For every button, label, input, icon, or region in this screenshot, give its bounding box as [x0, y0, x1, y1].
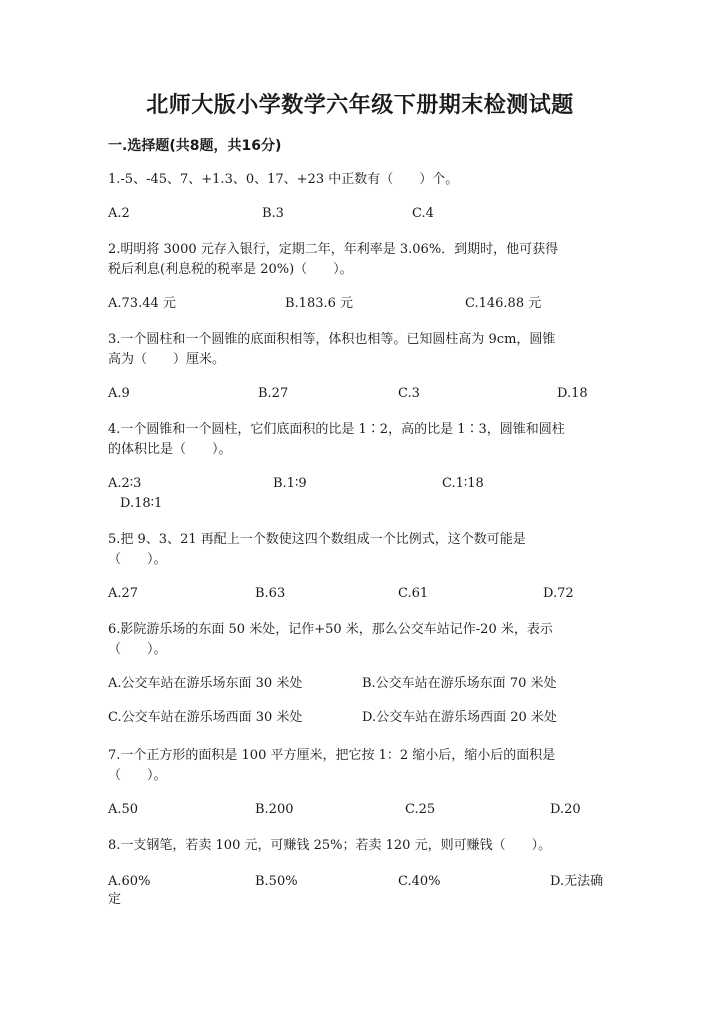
question-4-option-b: B.1∶9 — [273, 476, 307, 491]
question-6-text-line-2: （ ）。 — [108, 642, 167, 657]
question-1-option-c: C.4 — [412, 206, 434, 221]
question-2-text-line-2: 税后利息(利息税的税率是 20%)（ ）。 — [108, 262, 353, 277]
question-2-text-line-1: 2.明明将 3000 元存入银行，定期二年，年利率是 3.06%．到期时，他可获得 — [108, 242, 559, 257]
question-2-option-a: A.73.44 元 — [108, 296, 176, 311]
question-7-text-line-1: 7.一个正方形的面积是 100 平方厘米，把它按 1：2 缩小后，缩小后的面积是 — [108, 748, 556, 763]
section-heading: 一.选择题(共8题，共16分) — [108, 138, 282, 154]
question-5-option-d: D.72 — [543, 586, 574, 601]
question-3-option-b: B.27 — [258, 386, 289, 401]
question-5-option-c: C.61 — [398, 586, 429, 601]
question-7-option-c: C.25 — [405, 802, 436, 817]
question-7-option-b: B.200 — [255, 802, 294, 817]
question-4-option-a: A.2∶3 — [108, 476, 142, 491]
question-7-text-line-2: （ ）。 — [108, 768, 167, 783]
question-8-option-d-wrap: 定 — [108, 892, 122, 907]
question-3-option-a: A.9 — [108, 386, 130, 401]
question-6-text-line-1: 6.影院游乐场的东面 50 米处，记作+50 米，那么公交车站记作-20 米，表示 — [108, 622, 553, 637]
question-7-option-d: D.20 — [550, 802, 581, 817]
question-5-text-line-2: （ ）。 — [108, 552, 167, 567]
page-title: 北师大版小学数学六年级下册期末检测试题 — [146, 93, 574, 118]
question-7-option-a: A.50 — [108, 802, 139, 817]
question-3-text-line-1: 3.一个圆柱和一个圆锥的底面积相等，体积也相等。已知圆柱高为 9cm，圆锥 — [108, 332, 556, 347]
question-4-option-d: D.18∶1 — [120, 496, 163, 511]
question-6-option-c: C.公交车站在游乐场西面 30 米处 — [108, 710, 303, 725]
question-2-option-b: B.183.6 元 — [285, 296, 354, 311]
question-8-option-b: B.50% — [255, 874, 298, 889]
question-4-option-c: C.1∶18 — [442, 476, 484, 491]
question-6-option-b: B.公交车站在游乐场东面 70 米处 — [362, 676, 557, 691]
question-1-text: 1.-5、-45、7、+1.3、0、17、+23 中正数有（ ）个。 — [108, 172, 459, 187]
question-4-text-line-2: 的体积比是（ ）。 — [108, 442, 232, 457]
question-1-option-b: B.3 — [262, 206, 284, 221]
question-5-option-b: B.63 — [255, 586, 286, 601]
question-2-option-c: C.146.88 元 — [465, 296, 542, 311]
question-5-option-a: A.27 — [108, 586, 139, 601]
question-8-option-d: D.无法确 — [550, 874, 604, 889]
question-1-option-a: A.2 — [108, 206, 130, 221]
question-3-option-d: D.18 — [557, 386, 588, 401]
question-3-text-line-2: 高为（ ）厘米。 — [108, 352, 226, 367]
question-8-option-c: C.40% — [398, 874, 441, 889]
question-8-text: 8.一支钢笔，若卖 100 元，可赚钱 25%；若卖 120 元，则可赚钱（ ）。 — [108, 838, 552, 853]
question-8-option-a: A.60% — [108, 874, 151, 889]
question-6-option-a: A.公交车站在游乐场东面 30 米处 — [108, 676, 303, 691]
question-3-option-c: C.3 — [398, 386, 420, 401]
question-4-text-line-1: 4.一个圆锥和一个圆柱，它们底面积的比是 1∶2，高的比是 1∶3，圆锥和圆柱 — [108, 422, 565, 437]
question-6-option-d: D.公交车站在游乐场西面 20 米处 — [362, 710, 557, 725]
question-5-text-line-1: 5.把 9、3、21 再配上一个数使这四个数组成一个比例式，这个数可能是 — [108, 532, 526, 547]
